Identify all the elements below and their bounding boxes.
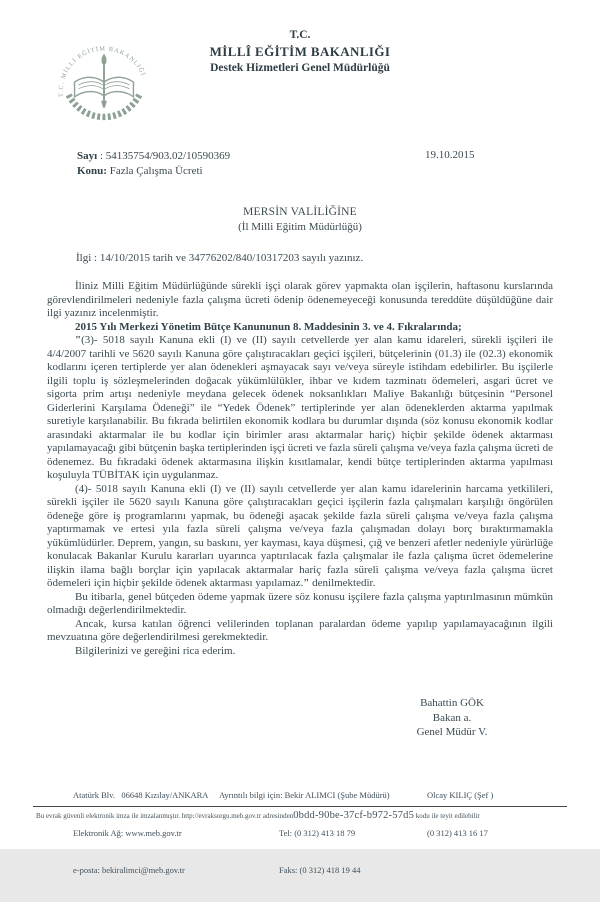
konu-value: Fazla Çalışma Ücreti [106, 165, 203, 177]
signature-block [372, 696, 532, 740]
footer-divider [33, 806, 567, 807]
verification-code: 0bdd-90be-37cf-b972-57d5 [293, 810, 415, 821]
signer-title-1: Bakan a. [432, 711, 472, 724]
closing-quote: " [303, 577, 310, 589]
department-name: Destek Hizmetleri Genel Müdürlüğü [210, 62, 390, 74]
recipient-subname: (İl Milli Eğitim Müdürlüğü) [238, 221, 362, 233]
quoted-law-paragraph-4 [47, 483, 553, 591]
recipient-block [0, 205, 600, 235]
footer-website: Elektronik Ağ: www.meb.gov.tr [73, 827, 182, 838]
republic-label: T.C. [289, 29, 311, 41]
letter-body [47, 280, 553, 658]
signer-title-2: Genel Müdür V. [416, 726, 488, 738]
esignature-verification-line [36, 810, 580, 821]
law-heading: 2015 Yılı Merkezi Yönetim Bütçe Kanununun 8. Maddesinin 3. ve 4. Fıkralarında; [75, 320, 462, 333]
footer-secondary-contact-column [427, 764, 493, 902]
footer-phone: Tel: (0 312) 413 18 79 [279, 827, 356, 838]
konu-label: Konu: [77, 165, 107, 177]
footer-contact-block [73, 764, 580, 902]
ilgi-text: : 14/10/2015 tarih ve 34776202/840/10317203 sayılı yazınız. [91, 252, 364, 264]
opening-quote: " [75, 334, 82, 346]
quoted-law-paragraph-3 [47, 334, 553, 483]
footer-street-address: Atatürk Blv. 06648 Kızılay/ANKARA [73, 790, 209, 800]
subject-row [77, 164, 552, 179]
footer-info-contact: Ayrıntılı bilgi için: Bekir ALIMCI (Şube Müdürü) [219, 790, 390, 800]
footer-contact2-phone: (0 312) 413 16 17 [427, 827, 488, 838]
letterhead [0, 28, 600, 76]
sayi-value: : 54135754/903.02/10590369 [97, 150, 231, 162]
ilgi-label: İlgi [76, 252, 92, 264]
ministry-name: MİLLÎ EĞİTİM BAKANLIĞI [209, 44, 391, 59]
recipient-name: MERSİN VALİLİĞİNE [243, 206, 357, 218]
document-meta [77, 149, 552, 179]
document-date: 19.10.2015 [425, 149, 475, 161]
assessment-paragraph: Bu itibarla, genel bütçeden ödeme yapmak üzere söz konusu işçilere fazla çalışma yaptırılmasının mümkün olmadığı değerlendirilmektedir. [47, 590, 553, 616]
verification-suffix: kodu ile teyit edilebilir [414, 812, 480, 820]
law-paragraph-4-text: (4)- 5018 sayılı Kanuna ekli (I) ve (II) sayılı cetvellerde yer alan kamu idarelerinin harcama yetkilileri, sürekli işçiler ile 5620 sayılı Kanuna göre çalıştıracakları geçici işçilerin fazla çalışmaları karşılığı öngörülen ödeneğe göre iş programlarını yapmak, bu ödeneği aşacak şekilde fazla süreli çalışma ve/veya fazla çalışma yaptırmamak ve ertesi yıla fazla süreli çalışma ve/veya fazla çalışmadan dolayı borç bıraktırmamakla yükümlüdürler. Deprem, yangın, su baskını, yer kayması, kaya düşmesi, çığ ve benzeri afetler nedeniyle yürürlüğe konulacak Bakanlar Kurulu kararları uyarınca yaptırılacak fazla çalışmalar ile fazla çalışma ücret ödemelerine ilişkin ilama bağlı borçlar için yapılacak aktarmalar hariç fazla süreli çalışma ve/veya fazla çalışma ücret ödemeleri için hiçbir şekilde ödenek aktarması yapılamaz. [47, 482, 553, 589]
quote-suffix: denilmektedir. [309, 577, 376, 589]
signer-name: Bahattin GÖK [420, 697, 484, 709]
intro-paragraph: İliniz Milli Eğitim Müdürlüğünde sürekli işçi olarak görev yapmakta olan işçilerin, haftasonu kurslarında görevlendirilmeleri nedeniyle fazla çalışma ücreti ödenip ödenemeyeceği konusunda tereddüte düşüldüğüne dair ilgi yazınız incelenmiştir. [47, 280, 553, 319]
note-paragraph: Ancak, kursa katılan öğrenci velilerinden toplanan paralardan ödeme yapılıp yapılamayacağının ilgili mevzuatına göre değerlendirilmesi gerekmektedir. [47, 617, 553, 643]
footer-fax: Faks: (0 312) 418 19 44 [279, 865, 361, 875]
closing-paragraph: Bilgilerinizi ve gereğini rica ederim. [75, 644, 236, 657]
sayi-label: Sayı [77, 150, 98, 162]
footer-email: e-posta: bekiralimci@meb.gov.tr [73, 865, 185, 875]
footer-address-column [73, 764, 219, 902]
document-number-row [77, 149, 552, 164]
footer-contact2-name: Olcay KILIÇ (Şef ) [427, 790, 494, 800]
reference-line [76, 252, 552, 264]
footer-info-column [219, 764, 427, 902]
verification-prefix: Bu evrak güvenli elektronik imza ile imzalanmıştır. http://evraksorgu.meb.gov.tr adresinden [36, 812, 294, 820]
law-paragraph-3-text: (3)- 5018 sayılı Kanuna ekli (I) ve (II) sayılı cetvellerde yer alan kamu idareleri, sürekli işçileri ile 4/4/2007 tarihli ve 5620 sayılı Kanuna göre çalıştıracakları geçici işçileri, bütçelerinin (01.3) ile (02.3) ekonomik kodlarını içeren tertiplerde yer alan ödenekleri aşmayacak sayı ve/veya süreyle istihdam edebilirler. Bu işçilerle ilgili toplu iş sözleşmelerinden doğacak yükümlülükler, ihbar ve kıdem tazminatı ödemeleri, asgari ücret ve sigorta prim artışı nedeniyle meydana gelecek ödenek noksanlıkları Maliye Bakanlığı bütçesinin “Personel Giderlerini Karşılama Ödeneği” ile “Yedek Ödenek” tertiplerinde yer alan ödeneklerden aktarma yapılmak suretiyle karşılanabilir. Bu fıkrada belirtilen ekonomik kodlara bu durumlar dışında (söz konusu ekonomik kodlar arasındaki aktarmalar ile bu kodlar için birimler arası aktarmalar hariç) hiçbir şekilde ödenek aktarması yapılamayacağı gibi bütçenin başka tertiplerinden işçi ücreti ve fazla süreli çalışma ve/veya fazla çalışma ücreti de ödenemez. Bu fıkradaki ödenek aktarmasına ilişkin kısıtlamalar, kendi bütçe tertiplerinden aktarma yapılması koşuluyla TÜBİTAK için uygulanmaz. [47, 334, 553, 481]
seal-arc-text: T.C. MİLLİ EĞİTİM BAKANLIĞI [57, 45, 147, 98]
